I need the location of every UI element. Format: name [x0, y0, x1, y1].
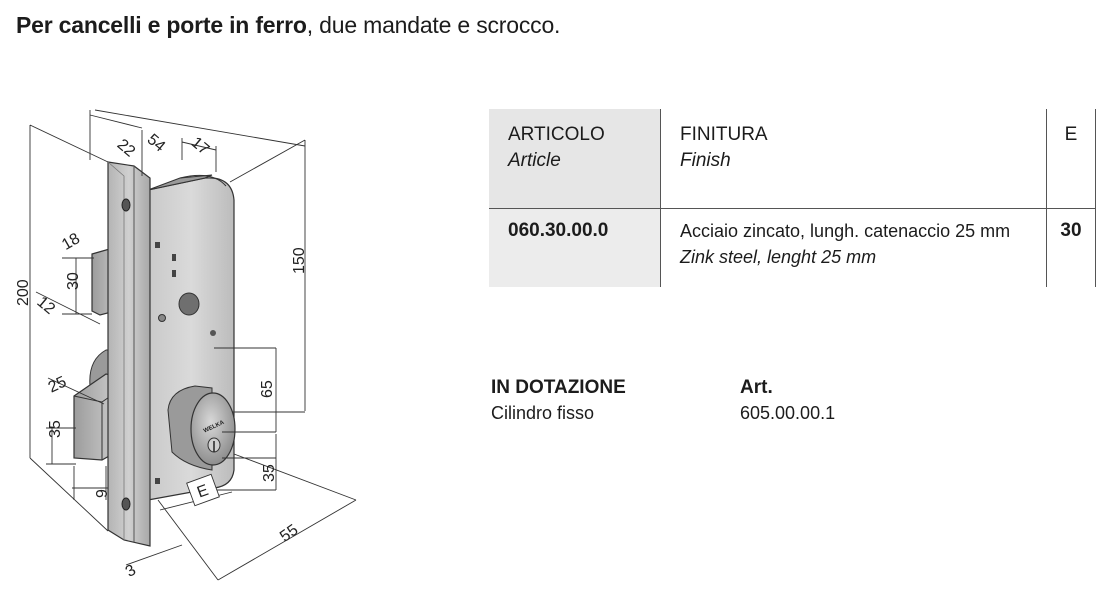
dim-200: 200 [15, 279, 32, 306]
supply-label: IN DOTAZIONE [491, 377, 626, 398]
case-slot-3 [172, 270, 176, 277]
row-code: 060.30.00.0 [508, 220, 609, 241]
dim-22: 22 [113, 136, 139, 161]
dim-17: 17 [187, 134, 213, 159]
page-title [16, 12, 560, 39]
supply-item: Cilindro fisso [491, 403, 595, 423]
row-code-cell [489, 209, 661, 288]
cylinder-brand: WELKA [202, 419, 226, 435]
header-article-en: Article [508, 150, 561, 171]
dim-9: 9 [94, 489, 111, 498]
dim-65: 65 [259, 380, 276, 398]
header-article-it: ARTICOLO [508, 124, 605, 145]
dim-30: 30 [65, 272, 82, 290]
lock-technical-drawing [0, 88, 420, 611]
table-row [489, 209, 1096, 288]
dim-25: 25 [45, 373, 70, 397]
row-e: 30 [1060, 220, 1082, 241]
header-e: E [1047, 109, 1096, 209]
faceplate-screw-bottom [122, 498, 130, 510]
header-finish-en: Finish [680, 150, 731, 171]
art-label: Art. [740, 377, 773, 398]
header-article [489, 109, 661, 209]
dim-54: 54 [143, 131, 169, 156]
case-screw-1 [159, 315, 166, 322]
title-rest: , due mandate e scrocco. [306, 12, 561, 38]
dim-35-left: 35 [47, 420, 64, 438]
row-finish-it: Acciaio zincato, lungh. catenaccio 25 mm [680, 221, 1011, 241]
case-slot-2 [172, 254, 176, 261]
case-slot-4 [155, 478, 160, 484]
dim-55: 55 [277, 521, 302, 546]
table-header-row [489, 109, 1096, 209]
dim-35-right: 35 [261, 464, 278, 482]
faceplate [108, 162, 150, 546]
row-finish-en: Zink steel, lenght 25 mm [680, 247, 877, 267]
art-code: 605.00.00.1 [740, 403, 836, 423]
spec-table [489, 109, 1096, 287]
case-screw-2 [210, 330, 216, 336]
row-e-cell [1047, 209, 1096, 288]
dim-18: 18 [59, 230, 83, 254]
header-finish-it: FINITURA [680, 124, 768, 145]
handle-hole [179, 293, 199, 315]
dim-150: 150 [291, 247, 308, 274]
dim-12: 12 [33, 293, 59, 318]
title-bold: Per cancelli e porte in ferro [16, 12, 307, 38]
dim-3: 3 [122, 561, 140, 581]
e-label: E [194, 481, 211, 502]
header-finish [661, 109, 1047, 209]
faceplate-screw-top [122, 199, 130, 211]
cylinder [168, 386, 235, 470]
row-finish-cell [661, 209, 1047, 288]
case-slot-1 [155, 242, 160, 248]
